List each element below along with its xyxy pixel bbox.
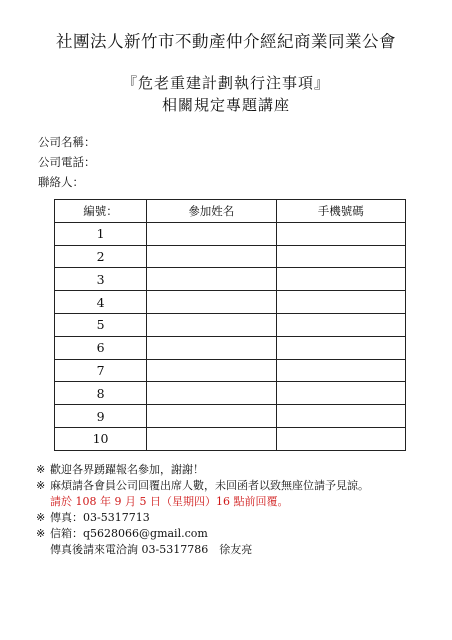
phone-cell[interactable]: [276, 359, 405, 382]
table-header-row: [55, 200, 406, 223]
row-number: 10: [55, 427, 147, 450]
phone-cell[interactable]: [276, 336, 405, 359]
note-welcome: [36, 462, 369, 478]
reference-mark-icon: ※: [36, 511, 46, 524]
table-row: [55, 222, 406, 245]
name-cell[interactable]: [147, 291, 276, 314]
reference-mark-icon: ※: [36, 479, 46, 492]
reference-mark-icon: ※: [36, 463, 46, 476]
table-row: [55, 359, 406, 382]
phone-cell[interactable]: [276, 313, 405, 336]
note-request: [36, 478, 369, 494]
note-contact: 傳真後請來電洽詢 03-5317786 徐友亮: [50, 543, 253, 556]
phone-cell[interactable]: [276, 222, 405, 245]
phone-cell[interactable]: [276, 427, 405, 450]
row-number: 7: [55, 359, 147, 382]
org-title: 社團法人新竹市不動產仲介經紀商業同業公會: [56, 32, 396, 51]
registration-fields: [38, 132, 96, 192]
note-text: 麻煩請各會員公司回覆出席人數，未回函者以致無座位請予見諒。: [50, 479, 369, 492]
name-cell[interactable]: [147, 245, 276, 268]
row-number: 2: [55, 245, 147, 268]
header-phone: 手機號碼: [276, 200, 405, 223]
name-cell[interactable]: [147, 427, 276, 450]
table-row: [55, 268, 406, 291]
header-name: 參加姓名: [147, 200, 276, 223]
note-text: 傳真：03-5317713: [50, 511, 150, 524]
note-deadline: 請於 108 年 9 月 5 日（星期四）16 點前回覆。: [50, 495, 289, 508]
company-phone-field[interactable]: 公司電話：: [38, 155, 96, 169]
row-number: 4: [55, 291, 147, 314]
row-number: 3: [55, 268, 147, 291]
registration-table: [54, 199, 406, 451]
row-number: 8: [55, 382, 147, 405]
row-number: 6: [55, 336, 147, 359]
reference-mark-icon: ※: [36, 527, 46, 540]
table-row: [55, 336, 406, 359]
note-text: 歡迎各界踴躍報名參加，謝謝！: [50, 463, 204, 476]
table-row: [55, 405, 406, 428]
table-row: [55, 427, 406, 450]
row-number: 1: [55, 222, 147, 245]
table-row: [55, 313, 406, 336]
name-cell[interactable]: [147, 382, 276, 405]
name-cell[interactable]: [147, 268, 276, 291]
table-row: [55, 245, 406, 268]
email-text[interactable]: 信箱：q5628066@gmail.com: [50, 527, 208, 540]
table-row: [55, 291, 406, 314]
phone-cell[interactable]: [276, 245, 405, 268]
name-cell[interactable]: [147, 405, 276, 428]
event-subtitle: 相關規定專題講座: [161, 96, 290, 114]
name-cell[interactable]: [147, 222, 276, 245]
phone-cell[interactable]: [276, 268, 405, 291]
name-cell[interactable]: [147, 313, 276, 336]
notes-section: [36, 462, 369, 558]
name-cell[interactable]: [147, 336, 276, 359]
note-fax: [36, 510, 369, 526]
event-title: 『危老重建計劃執行注事項』: [121, 74, 330, 92]
note-email: [36, 526, 369, 542]
header-number: 編號：: [55, 200, 147, 223]
company-name-field[interactable]: 公司名稱：: [38, 135, 96, 149]
phone-cell[interactable]: [276, 405, 405, 428]
contact-person-field[interactable]: 聯絡人：: [38, 175, 84, 189]
phone-cell[interactable]: [276, 291, 405, 314]
row-number: 5: [55, 313, 147, 336]
phone-cell[interactable]: [276, 382, 405, 405]
row-number: 9: [55, 405, 147, 428]
table-row: [55, 382, 406, 405]
name-cell[interactable]: [147, 359, 276, 382]
